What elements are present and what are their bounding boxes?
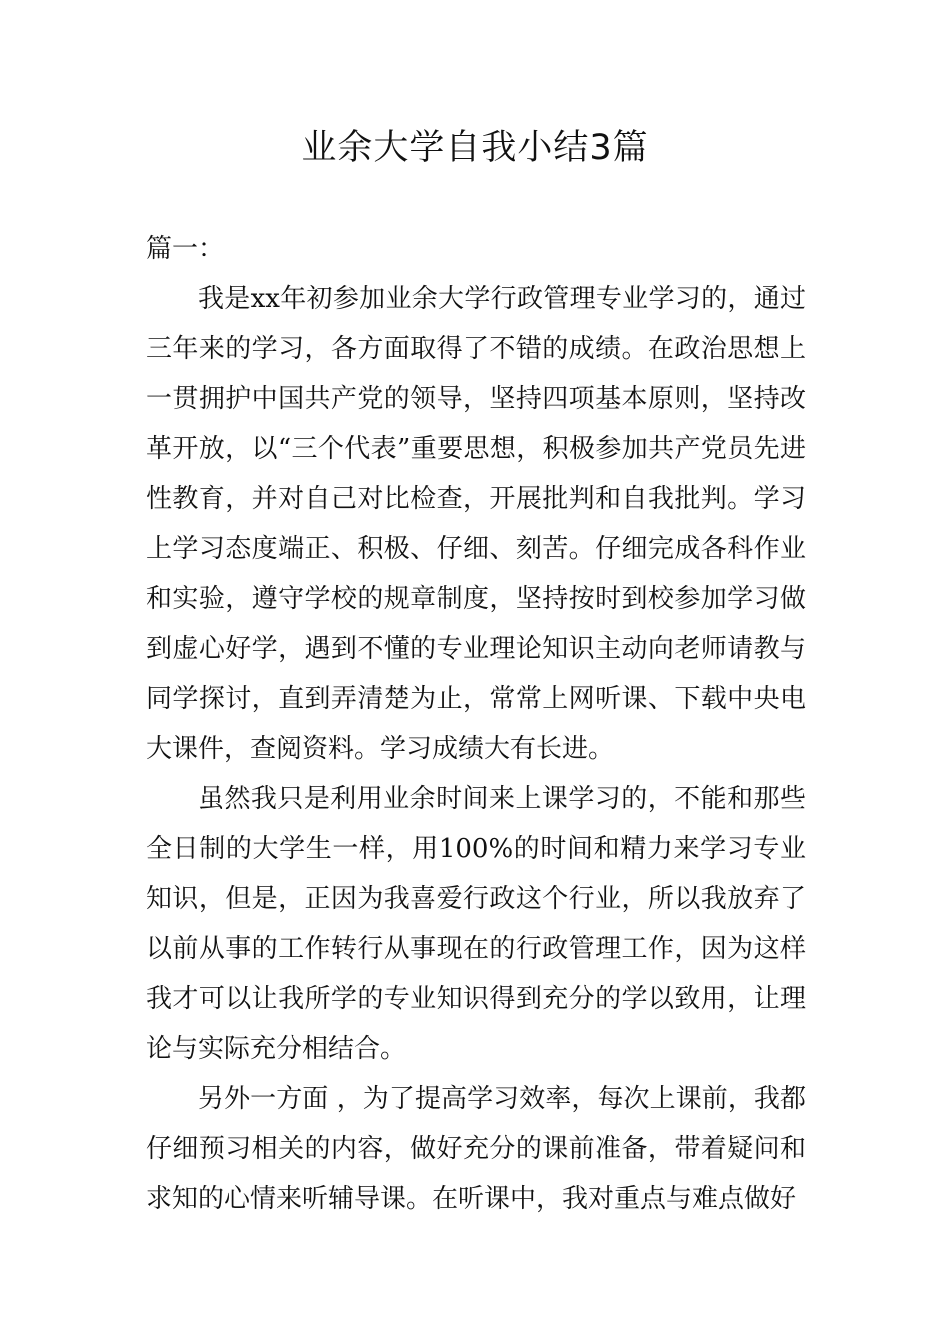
paragraph-2: 虽然我只是利用业余时间来上课学习的，不能和那些全日制的大学生一样，用100%的时间和精力来学习专业知识，但是，正因为我喜爱行政这个行业，所以我放弃了以前从事的工作转行从事现在的行政管理工作，因为这样我才可以让我所学的专业知识得到充分的学以致用，让理论与实际充分相结合。 [146,784,806,1064]
section-label: 篇一： [146,234,225,264]
document-title: 业余大学自我小结3篇 [301,128,649,168]
paragraph-1: 我是xx年初参加业余大学行政管理专业学习的，通过三年来的学习，各方面取得了不错的成绩。在政治思想上一贯拥护中国共产党的领导，坚持四项基本原则，坚持改革开放，以“三个代表”重要思想，积极参加共产党员先进性教育，并对自己对比检查，开展批判和自我批判。学习上学习态度端正、积极、仔细、刻苦。仔细完成各科作业和实验，遵守学校的规章制度，坚持按时到校参加学习做到虚心好学，遇到不懂的专业理论知识主动向老师请教与同学探讨，直到弄清楚为止，常常上网听课、下载中央电大课件，查阅资料。学习成绩大有长进。 [146,284,806,764]
paragraph-3: 另外一方面 ，为了提高学习效率，每次上课前，我都仔细预习相关的内容，做好充分的课前准备，带着疑问和求知的心情来听辅导课。在听课中，我对重点与难点做好 [146,1084,806,1214]
document-body [146,224,806,1224]
